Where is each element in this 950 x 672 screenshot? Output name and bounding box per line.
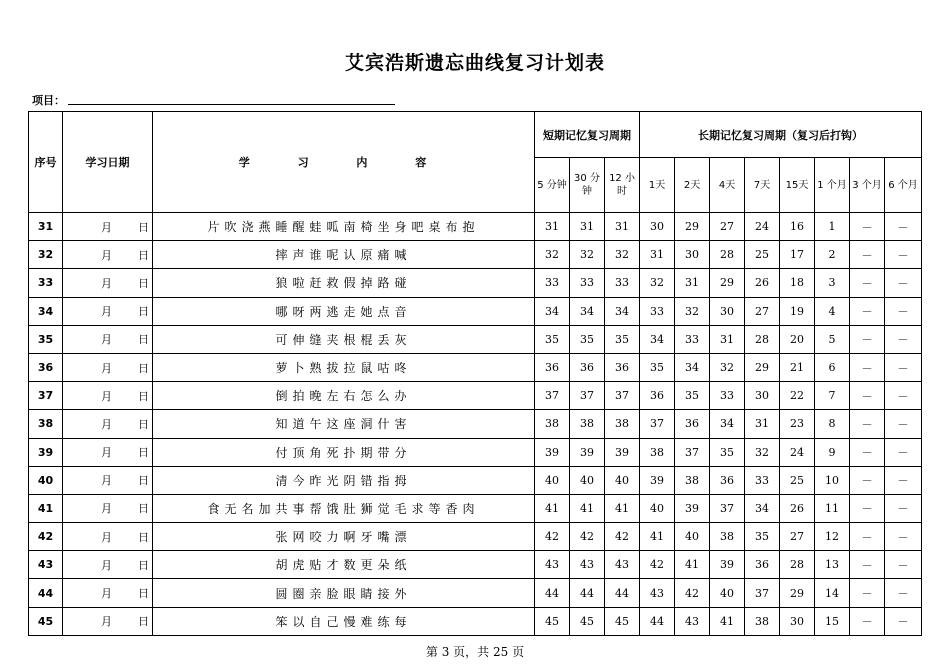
review-cell-s1: 37 (535, 382, 570, 410)
review-cell-l4: 29 (745, 353, 780, 381)
review-cell-l3: 29 (710, 269, 745, 297)
day-label: 日 (138, 474, 149, 488)
review-cell-s1: 32 (535, 241, 570, 269)
review-cell-l1: 30 (640, 213, 675, 241)
review-cell-l4: 37 (745, 579, 780, 607)
day-label: 日 (138, 220, 149, 234)
review-cell-l5: 24 (780, 438, 815, 466)
table-row (29, 607, 922, 635)
row-seq: 37 (29, 382, 63, 410)
review-cell-l7: － (850, 579, 885, 607)
review-cell-l7: － (850, 607, 885, 635)
month-label: 月 (101, 558, 112, 572)
row-content: 付顶角死扑期带分 (153, 438, 535, 466)
header-5min: 5 分钟 (535, 158, 570, 213)
table-row (29, 325, 922, 353)
review-cell-l4: 32 (745, 438, 780, 466)
header-30min: 30 分钟 (570, 158, 605, 213)
review-cell-l7: － (850, 438, 885, 466)
row-content: 狼啦赶救假掉路碰 (153, 269, 535, 297)
review-cell-s1: 39 (535, 438, 570, 466)
row-date (63, 353, 153, 381)
review-cell-l4: 36 (745, 551, 780, 579)
review-cell-l6: 5 (815, 325, 850, 353)
review-cell-s2: 42 (570, 523, 605, 551)
month-label: 月 (101, 587, 112, 601)
review-cell-l6: 4 (815, 297, 850, 325)
review-cell-s1: 40 (535, 466, 570, 494)
row-seq: 44 (29, 579, 63, 607)
review-cell-s2: 39 (570, 438, 605, 466)
review-cell-s2: 34 (570, 297, 605, 325)
review-cell-s1: 38 (535, 410, 570, 438)
review-cell-l4: 24 (745, 213, 780, 241)
table-row (29, 551, 922, 579)
review-cell-l1: 42 (640, 551, 675, 579)
review-cell-l5: 27 (780, 523, 815, 551)
row-date (63, 551, 153, 579)
review-cell-l3: 37 (710, 494, 745, 522)
review-cell-l8: － (885, 438, 922, 466)
review-cell-l4: 31 (745, 410, 780, 438)
table-row (29, 213, 922, 241)
row-seq: 33 (29, 269, 63, 297)
review-cell-l7: － (850, 241, 885, 269)
row-content: 清今昨光阴错指拇 (153, 466, 535, 494)
review-cell-l6: 3 (815, 269, 850, 297)
review-cell-s2: 37 (570, 382, 605, 410)
header-6m: 6 个月 (885, 158, 922, 213)
review-cell-l8: － (885, 241, 922, 269)
review-cell-l7: － (850, 382, 885, 410)
day-label: 日 (138, 446, 149, 460)
review-cell-l1: 39 (640, 466, 675, 494)
review-cell-l2: 36 (675, 410, 710, 438)
review-cell-l3: 41 (710, 607, 745, 635)
row-date (63, 297, 153, 325)
month-label: 月 (101, 276, 112, 290)
review-cell-l6: 2 (815, 241, 850, 269)
month-label: 月 (101, 530, 112, 544)
page-footer: 第 3 页，共 25 页 (425, 645, 525, 659)
review-cell-l7: － (850, 325, 885, 353)
review-cell-s1: 34 (535, 297, 570, 325)
row-seq: 45 (29, 607, 63, 635)
row-seq: 42 (29, 523, 63, 551)
review-cell-l5: 28 (780, 551, 815, 579)
review-cell-l8: － (885, 523, 922, 551)
review-cell-l6: 10 (815, 466, 850, 494)
review-cell-s2: 43 (570, 551, 605, 579)
review-cell-l7: － (850, 551, 885, 579)
row-date (63, 607, 153, 635)
row-seq: 35 (29, 325, 63, 353)
review-cell-l4: 25 (745, 241, 780, 269)
review-cell-l2: 34 (675, 353, 710, 381)
row-date (63, 213, 153, 241)
day-label: 日 (138, 558, 149, 572)
review-cell-l7: － (850, 523, 885, 551)
review-cell-l6: 12 (815, 523, 850, 551)
review-cell-l2: 32 (675, 297, 710, 325)
review-schedule-table (28, 111, 922, 636)
row-date (63, 523, 153, 551)
review-cell-l7: － (850, 466, 885, 494)
month-label: 月 (101, 389, 112, 403)
row-content: 张网咬力啊牙嘴漂 (153, 523, 535, 551)
review-cell-l5: 26 (780, 494, 815, 522)
row-content: 食无名加共事帮饿肚狮觉毛求等香肉 (153, 494, 535, 522)
month-label: 月 (101, 502, 112, 516)
review-cell-s2: 36 (570, 353, 605, 381)
review-cell-l5: 21 (780, 353, 815, 381)
review-cell-l8: － (885, 551, 922, 579)
row-date (63, 438, 153, 466)
row-seq: 34 (29, 297, 63, 325)
review-cell-l6: 6 (815, 353, 850, 381)
review-cell-s3: 37 (605, 382, 640, 410)
review-cell-l5: 20 (780, 325, 815, 353)
header-4d: 4天 (710, 158, 745, 213)
review-cell-l3: 27 (710, 213, 745, 241)
review-cell-l1: 35 (640, 353, 675, 381)
table-row (29, 523, 922, 551)
review-cell-l5: 17 (780, 241, 815, 269)
review-cell-s2: 40 (570, 466, 605, 494)
review-cell-s2: 41 (570, 494, 605, 522)
review-cell-l3: 33 (710, 382, 745, 410)
header-long-term: 长期记忆复习周期（复习后打钩） (640, 112, 922, 158)
review-cell-l5: 22 (780, 382, 815, 410)
row-seq: 39 (29, 438, 63, 466)
row-seq: 31 (29, 213, 63, 241)
review-cell-s3: 40 (605, 466, 640, 494)
header-3m: 3 个月 (850, 158, 885, 213)
review-cell-l8: － (885, 269, 922, 297)
month-label: 月 (101, 446, 112, 460)
review-cell-l3: 31 (710, 325, 745, 353)
review-cell-l3: 34 (710, 410, 745, 438)
header-12h: 12 小时 (605, 158, 640, 213)
row-seq: 38 (29, 410, 63, 438)
table-row (29, 494, 922, 522)
day-label: 日 (138, 502, 149, 516)
review-cell-l6: 7 (815, 382, 850, 410)
review-cell-l2: 29 (675, 213, 710, 241)
row-content: 可伸缝夹根棍丢灰 (153, 325, 535, 353)
table-row (29, 241, 922, 269)
review-cell-l5: 18 (780, 269, 815, 297)
review-cell-l3: 30 (710, 297, 745, 325)
review-cell-s1: 42 (535, 523, 570, 551)
review-cell-l1: 36 (640, 382, 675, 410)
table-row (29, 269, 922, 297)
review-cell-l4: 27 (745, 297, 780, 325)
review-cell-l1: 31 (640, 241, 675, 269)
review-cell-l6: 14 (815, 579, 850, 607)
month-label: 月 (101, 417, 112, 431)
review-cell-l7: － (850, 353, 885, 381)
review-cell-s3: 45 (605, 607, 640, 635)
review-cell-s3: 38 (605, 410, 640, 438)
review-cell-l5: 19 (780, 297, 815, 325)
day-label: 日 (138, 276, 149, 290)
review-cell-l6: 9 (815, 438, 850, 466)
header-seq: 序号 (29, 112, 63, 213)
review-cell-l8: － (885, 494, 922, 522)
review-cell-l5: 23 (780, 410, 815, 438)
review-cell-l1: 33 (640, 297, 675, 325)
day-label: 日 (138, 361, 149, 375)
header-7d: 7天 (745, 158, 780, 213)
review-cell-l2: 31 (675, 269, 710, 297)
review-cell-l2: 37 (675, 438, 710, 466)
row-date (63, 241, 153, 269)
review-cell-l5: 25 (780, 466, 815, 494)
table-row (29, 382, 922, 410)
header-1d: 1天 (640, 158, 675, 213)
month-label: 月 (101, 220, 112, 234)
month-label: 月 (101, 474, 112, 488)
review-cell-s2: 45 (570, 607, 605, 635)
month-label: 月 (101, 361, 112, 375)
review-cell-s1: 36 (535, 353, 570, 381)
review-cell-s1: 35 (535, 325, 570, 353)
review-cell-s3: 44 (605, 579, 640, 607)
row-date (63, 269, 153, 297)
day-label: 日 (138, 333, 149, 347)
review-cell-l1: 43 (640, 579, 675, 607)
review-cell-l3: 28 (710, 241, 745, 269)
day-label: 日 (138, 417, 149, 431)
review-cell-s1: 41 (535, 494, 570, 522)
row-content: 片吹浇燕睡醒蛙呱南椅坐身吧桌布抱 (153, 213, 535, 241)
review-cell-l3: 38 (710, 523, 745, 551)
review-cell-l1: 38 (640, 438, 675, 466)
header-date: 学习日期 (63, 112, 153, 213)
day-label: 日 (138, 305, 149, 319)
review-cell-l4: 35 (745, 523, 780, 551)
header-1m: 1 个月 (815, 158, 850, 213)
review-cell-l4: 26 (745, 269, 780, 297)
review-cell-s3: 31 (605, 213, 640, 241)
review-cell-l3: 32 (710, 353, 745, 381)
review-cell-s2: 33 (570, 269, 605, 297)
row-date (63, 494, 153, 522)
table-row (29, 410, 922, 438)
review-cell-s2: 32 (570, 241, 605, 269)
review-cell-l1: 32 (640, 269, 675, 297)
review-cell-s1: 33 (535, 269, 570, 297)
day-label: 日 (138, 530, 149, 544)
review-cell-l2: 30 (675, 241, 710, 269)
review-cell-l7: － (850, 410, 885, 438)
review-cell-s3: 39 (605, 438, 640, 466)
review-cell-l8: － (885, 382, 922, 410)
review-cell-l5: 16 (780, 213, 815, 241)
review-cell-s3: 36 (605, 353, 640, 381)
table-row (29, 297, 922, 325)
month-label: 月 (101, 333, 112, 347)
row-date (63, 579, 153, 607)
row-content: 笨以自己慢难练每 (153, 607, 535, 635)
review-cell-l2: 35 (675, 382, 710, 410)
review-cell-s2: 31 (570, 213, 605, 241)
day-label: 日 (138, 587, 149, 601)
review-cell-s3: 43 (605, 551, 640, 579)
review-cell-l2: 38 (675, 466, 710, 494)
review-cell-s1: 44 (535, 579, 570, 607)
review-cell-l8: － (885, 466, 922, 494)
review-cell-s1: 31 (535, 213, 570, 241)
review-cell-s3: 42 (605, 523, 640, 551)
header-short-term: 短期记忆复习周期 (535, 112, 640, 158)
project-label: 项目： (32, 94, 65, 107)
day-label: 日 (138, 389, 149, 403)
review-cell-s3: 32 (605, 241, 640, 269)
review-cell-s2: 44 (570, 579, 605, 607)
review-cell-l2: 33 (675, 325, 710, 353)
row-seq: 43 (29, 551, 63, 579)
review-cell-l2: 43 (675, 607, 710, 635)
review-cell-l8: － (885, 325, 922, 353)
table-row (29, 353, 922, 381)
table-row (29, 466, 922, 494)
row-content: 萝卜熟拔拉鼠咕咚 (153, 353, 535, 381)
review-cell-l4: 30 (745, 382, 780, 410)
table-row (29, 438, 922, 466)
review-cell-l4: 38 (745, 607, 780, 635)
review-cell-l2: 39 (675, 494, 710, 522)
review-cell-l6: 13 (815, 551, 850, 579)
review-cell-s1: 45 (535, 607, 570, 635)
review-cell-s1: 43 (535, 551, 570, 579)
review-cell-l7: － (850, 494, 885, 522)
review-cell-l8: － (885, 353, 922, 381)
month-label: 月 (101, 615, 112, 629)
review-cell-s3: 41 (605, 494, 640, 522)
row-seq: 32 (29, 241, 63, 269)
review-cell-l6: 15 (815, 607, 850, 635)
row-seq: 40 (29, 466, 63, 494)
review-cell-s3: 33 (605, 269, 640, 297)
month-label: 月 (101, 248, 112, 262)
review-cell-s3: 34 (605, 297, 640, 325)
review-cell-l1: 34 (640, 325, 675, 353)
review-cell-l6: 8 (815, 410, 850, 438)
row-date (63, 466, 153, 494)
review-cell-l8: － (885, 297, 922, 325)
table-row (29, 579, 922, 607)
review-cell-l6: 11 (815, 494, 850, 522)
review-cell-l7: － (850, 269, 885, 297)
review-cell-l2: 41 (675, 551, 710, 579)
review-cell-l5: 30 (780, 607, 815, 635)
review-cell-l2: 42 (675, 579, 710, 607)
review-cell-s3: 35 (605, 325, 640, 353)
review-cell-l4: 33 (745, 466, 780, 494)
row-date (63, 410, 153, 438)
project-field-line (68, 104, 395, 105)
header-content: 学 习 内 容 (153, 112, 535, 213)
row-seq: 36 (29, 353, 63, 381)
review-cell-l4: 28 (745, 325, 780, 353)
row-content: 倒拍晚左右怎么办 (153, 382, 535, 410)
day-label: 日 (138, 248, 149, 262)
review-cell-l1: 44 (640, 607, 675, 635)
review-cell-l4: 34 (745, 494, 780, 522)
review-cell-l8: － (885, 579, 922, 607)
review-cell-l3: 36 (710, 466, 745, 494)
review-cell-l3: 39 (710, 551, 745, 579)
review-cell-s2: 38 (570, 410, 605, 438)
day-label: 日 (138, 615, 149, 629)
review-cell-l6: 1 (815, 213, 850, 241)
review-cell-l5: 29 (780, 579, 815, 607)
review-cell-l3: 35 (710, 438, 745, 466)
row-date (63, 382, 153, 410)
review-cell-l8: － (885, 607, 922, 635)
review-cell-l3: 40 (710, 579, 745, 607)
review-cell-l8: － (885, 410, 922, 438)
row-seq: 41 (29, 494, 63, 522)
review-cell-l8: － (885, 213, 922, 241)
row-content: 摔声谁呢认原痛喊 (153, 241, 535, 269)
review-cell-l1: 41 (640, 523, 675, 551)
row-date (63, 325, 153, 353)
review-cell-l7: － (850, 213, 885, 241)
row-content: 胡虎贴才数更朵纸 (153, 551, 535, 579)
review-cell-l1: 37 (640, 410, 675, 438)
month-label: 月 (101, 305, 112, 319)
review-cell-l2: 40 (675, 523, 710, 551)
page-title: 艾宾浩斯遗忘曲线复习计划表 (344, 52, 605, 74)
row-content: 哪呀两逃走她点音 (153, 297, 535, 325)
row-content: 圆圈亲脸眼睛接外 (153, 579, 535, 607)
review-cell-l7: － (850, 297, 885, 325)
header-2d: 2天 (675, 158, 710, 213)
row-content: 知道午这座洞什害 (153, 410, 535, 438)
review-cell-s2: 35 (570, 325, 605, 353)
review-cell-l1: 40 (640, 494, 675, 522)
header-15d: 15天 (780, 158, 815, 213)
